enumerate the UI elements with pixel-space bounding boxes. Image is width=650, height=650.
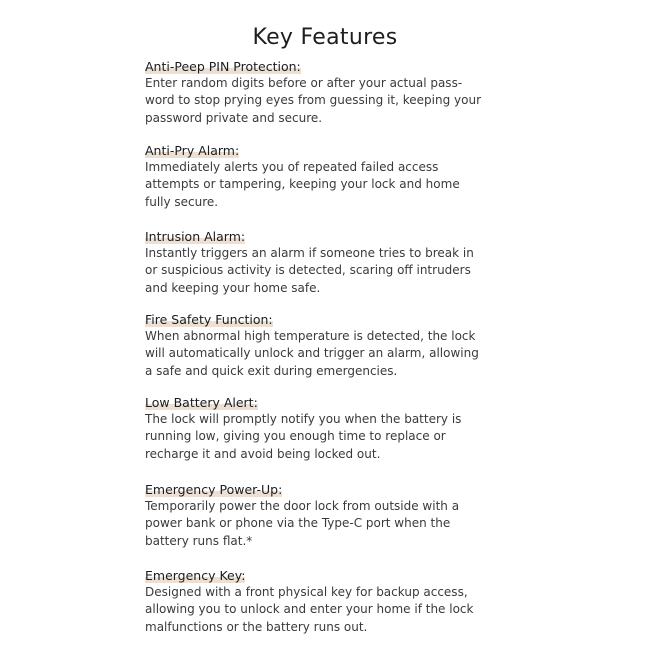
feature-heading: Fire Safety Function: <box>145 312 273 327</box>
feature-line: word to stop prying eyes from guessing it, keeping your <box>145 93 482 108</box>
feature-intrusion-alarm <box>145 226 474 297</box>
feature-line: The lock will promptly notify you when the battery is <box>145 412 462 426</box>
feature-description <box>145 328 479 380</box>
feature-description <box>145 159 460 211</box>
feature-line: password private and secure. <box>145 110 323 125</box>
feature-anti-peep-pin <box>145 56 481 127</box>
feature-line: Instantly triggers an alarm if someone tries to break in <box>145 246 474 260</box>
feature-heading: Low Battery Alert: <box>145 395 258 410</box>
feature-line: running low, giving you enough time to replace or <box>145 429 446 444</box>
feature-line: Designed with a front physical key for backup access, <box>145 585 468 599</box>
feature-heading: Anti-Peep PIN Protection: <box>145 59 301 74</box>
feature-emergency-power-up <box>145 479 459 550</box>
feature-heading: Anti-Pry Alarm: <box>145 143 240 158</box>
feature-low-battery-alert <box>145 392 461 463</box>
feature-line: will automatically unlock and trigger an alarm, allowing <box>145 346 479 361</box>
feature-line: power bank or phone via the Type-C port when the <box>145 516 451 531</box>
feature-line: attempts or tampering, keeping your lock and home <box>145 177 460 192</box>
feature-line: When abnormal high temperature is detected, the lock <box>145 329 476 343</box>
feature-line: recharge it and avoid being locked out. <box>145 446 381 461</box>
feature-line: Enter random digits before or after your actual pass- <box>145 76 463 90</box>
feature-description <box>145 245 474 297</box>
feature-line: and keeping your home safe. <box>145 280 321 295</box>
feature-line: Temporarily power the door lock from outside with a <box>145 499 460 513</box>
feature-line: allowing you to unlock and enter your home if the lock <box>145 602 474 617</box>
feature-line: malfunctions or the battery runs out. <box>145 619 368 634</box>
feature-emergency-key <box>145 565 473 636</box>
feature-fire-safety <box>145 309 479 380</box>
feature-line: a safe and quick exit during emergencies. <box>145 363 398 378</box>
feature-description <box>145 498 459 550</box>
feature-line: Immediately alerts you of repeated failed access <box>145 160 439 174</box>
feature-line: battery runs flat.* <box>145 533 253 548</box>
feature-line: or suspicious activity is detected, scaring off intruders <box>145 263 471 278</box>
feature-description <box>145 75 481 127</box>
feature-line: fully secure. <box>145 194 219 209</box>
page-title: Key Features <box>248 23 401 53</box>
feature-anti-pry-alarm <box>145 140 460 211</box>
feature-heading: Intrusion Alarm: <box>145 229 246 244</box>
feature-description <box>145 584 473 636</box>
feature-description <box>145 411 461 463</box>
feature-heading: Emergency Key: <box>145 568 246 583</box>
feature-heading: Emergency Power-Up: <box>145 482 283 497</box>
